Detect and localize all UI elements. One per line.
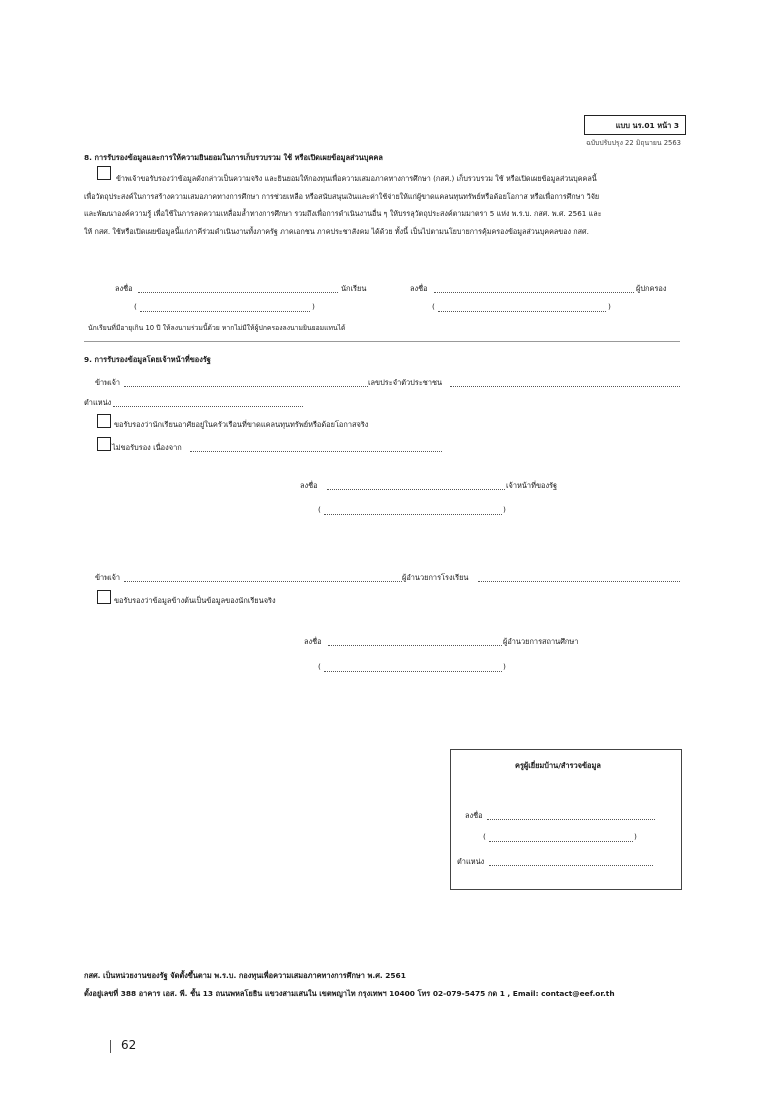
visitor-sign-label: ลงชื่อ <box>465 811 483 820</box>
home-visitor-box <box>450 749 682 890</box>
official-close-paren: ) <box>503 505 506 514</box>
visitor-position-line[interactable] <box>489 865 653 866</box>
director-name-line[interactable] <box>124 581 402 582</box>
official-i-label: ข้าพเจ้า <box>95 378 121 387</box>
page-number: 62 <box>121 1038 137 1052</box>
consent-line-2: เพื่อวัตถุประสงค์ในการสร้างความเสมอภาคทางการศึกษา การช่วยเหลือ หรือสนับสนุนเงินและค่าใช้จ่ายให้แก่ผู้ขาดแคลนทุนทรัพย์หรือด้อยโอกาส หรือเพื่อการศึกษา วิจัย <box>84 191 600 201</box>
director-close-paren: ) <box>503 662 506 671</box>
school-name-line[interactable] <box>478 581 680 582</box>
official-sign-label: ลงชื่อ <box>300 481 318 490</box>
director-open-paren: ( <box>318 662 321 671</box>
director-sign-label: ลงชื่อ <box>304 637 322 646</box>
visitor-name-line[interactable] <box>489 841 633 842</box>
director-i-label: ข้าพเจ้า <box>95 573 121 582</box>
guardian-sign-line[interactable] <box>434 292 634 293</box>
section9-title: 9. การรับรองข้อมูลโดยเจ้าหน้าที่ของรัฐ <box>84 355 211 364</box>
consent-line-4: ให้ กสศ. ใช้หรือเปิดเผยข้อมูลนี้แก่ภาคีร่วมดำเนินงานทั้งภาครัฐ ภาคเอกชน ภาคประชาสังคม ได้ด้วย ทั้งนี้ เป็นไปตามนโยบายการคุ้มครองข้อมูลส่วนบุคคลของ กสศ. <box>84 226 589 236</box>
not-certify-reason-line[interactable] <box>190 451 442 452</box>
footer-line-2: ตั้งอยู่เลขที่ 388 อาคาร เอส. พี. ชั้น 13 ถนนพหลโยธิน แขวงสามเสนใน เขตพญาไท กรุงเทพฯ 10400 โทร 02-079-5475 กด 1 , Email: contact@eef.or.th <box>84 989 615 998</box>
director-label: ผู้อำนวยการโรงเรียน <box>402 573 469 582</box>
home-visitor-title: ครูผู้เยี่ยมบ้าน/สำรวจข้อมูล <box>515 761 601 770</box>
official-name-print-line[interactable] <box>324 514 502 515</box>
age-note: นักเรียนที่มีอายุเกิน 10 ปี ให้ลงนามร่วมนี้ด้วย หากไม่มีให้ผู้ปกครองลงนามยินยอมแทนได้ <box>88 324 346 332</box>
certify-option-label: ขอรับรองว่านักเรียนอาศัยอยู่ในครัวเรือนที่ขาดแคลนทุนทรัพย์หรือด้อยโอกาสจริง <box>114 420 369 429</box>
guardian-close-paren: ) <box>608 302 611 311</box>
visitor-sign-line[interactable] <box>487 819 655 820</box>
page-number-bar <box>110 1040 111 1053</box>
form-code: แบบ นร.01 หน้า 3 <box>615 121 679 130</box>
guardian-sign-label: ลงชื่อ <box>410 284 428 293</box>
visitor-position-label: ตำแหน่ง <box>457 857 485 866</box>
id-number-label: เลขประจำตัวประชาชน <box>368 378 443 387</box>
student-label: นักเรียน <box>341 284 367 293</box>
guardian-name-line[interactable] <box>438 311 606 312</box>
id-number-line[interactable] <box>450 386 680 387</box>
position-line[interactable] <box>113 406 303 407</box>
director-sign-line[interactable] <box>328 645 502 646</box>
consent-paragraph <box>84 170 680 240</box>
form-code-box <box>584 115 686 135</box>
not-certify-checkbox[interactable] <box>97 437 111 451</box>
official-sign-line[interactable] <box>327 489 505 490</box>
section-divider <box>84 341 680 342</box>
director-name-print-line[interactable] <box>324 671 502 672</box>
position-label: ตำแหน่ง <box>84 398 112 407</box>
guardian-label: ผู้ปกครอง <box>636 284 667 293</box>
consent-line-1: ข้าพเจ้าขอรับรองว่าข้อมูลดังกล่าวเป็นความจริง และยินยอมให้กองทุนเพื่อความเสมอภาคทางการศึกษา (กสศ.) เก็บรวบรวม ใช้ หรือเปิดเผยข้อมูลส่วนบุคคลนี้ <box>116 174 597 183</box>
official-open-paren: ( <box>318 505 321 514</box>
student-open-paren: ( <box>134 302 137 311</box>
student-sign-line[interactable] <box>138 292 338 293</box>
visitor-close-paren: ) <box>634 832 637 841</box>
revision-date: ฉบับปรับปรุง 22 มิถุนายน 2563 <box>586 139 681 147</box>
student-sign-label: ลงชื่อ <box>115 284 133 293</box>
footer-line-1: กสศ. เป็นหน่วยงานของรัฐ จัดตั้งขึ้นตาม พ.ร.บ. กองทุนเพื่อความเสมอภาคทางการศึกษา พ.ศ. 2561 <box>84 971 406 980</box>
school-director-label: ผู้อำนวยการสถานศึกษา <box>503 637 579 646</box>
director-certify-checkbox[interactable] <box>97 590 111 604</box>
director-certify-label: ขอรับรองว่าข้อมูลข้างต้นเป็นข้อมูลของนักเรียนจริง <box>114 596 276 605</box>
guardian-open-paren: ( <box>432 302 435 311</box>
section8-title: 8. การรับรองข้อมูลและการให้ความยินยอมในการเก็บรวบรวม ใช้ หรือเปิดเผยข้อมูลส่วนบุคคล <box>84 153 383 162</box>
certify-checkbox[interactable] <box>97 414 111 428</box>
consent-line-3: และพัฒนาองค์ความรู้ เพื่อใช้ในการลดความเหลื่อมล้ำทางการศึกษา รวมถึงเพื่อการดำเนินงานอื่น ๆ ให้บรรลุวัตถุประสงค์ตามมาตรา 5 แห่ง พ.ร.บ. กสศ. พ.ศ. 2561 และ <box>84 209 602 218</box>
visitor-open-paren: ( <box>483 832 486 841</box>
official-name-line[interactable] <box>124 386 368 387</box>
official-label: เจ้าหน้าที่ของรัฐ <box>506 481 558 490</box>
not-certify-option-label: ไม่ขอรับรอง เนื่องจาก <box>112 443 182 452</box>
student-close-paren: ) <box>312 302 315 311</box>
student-name-line[interactable] <box>140 311 310 312</box>
